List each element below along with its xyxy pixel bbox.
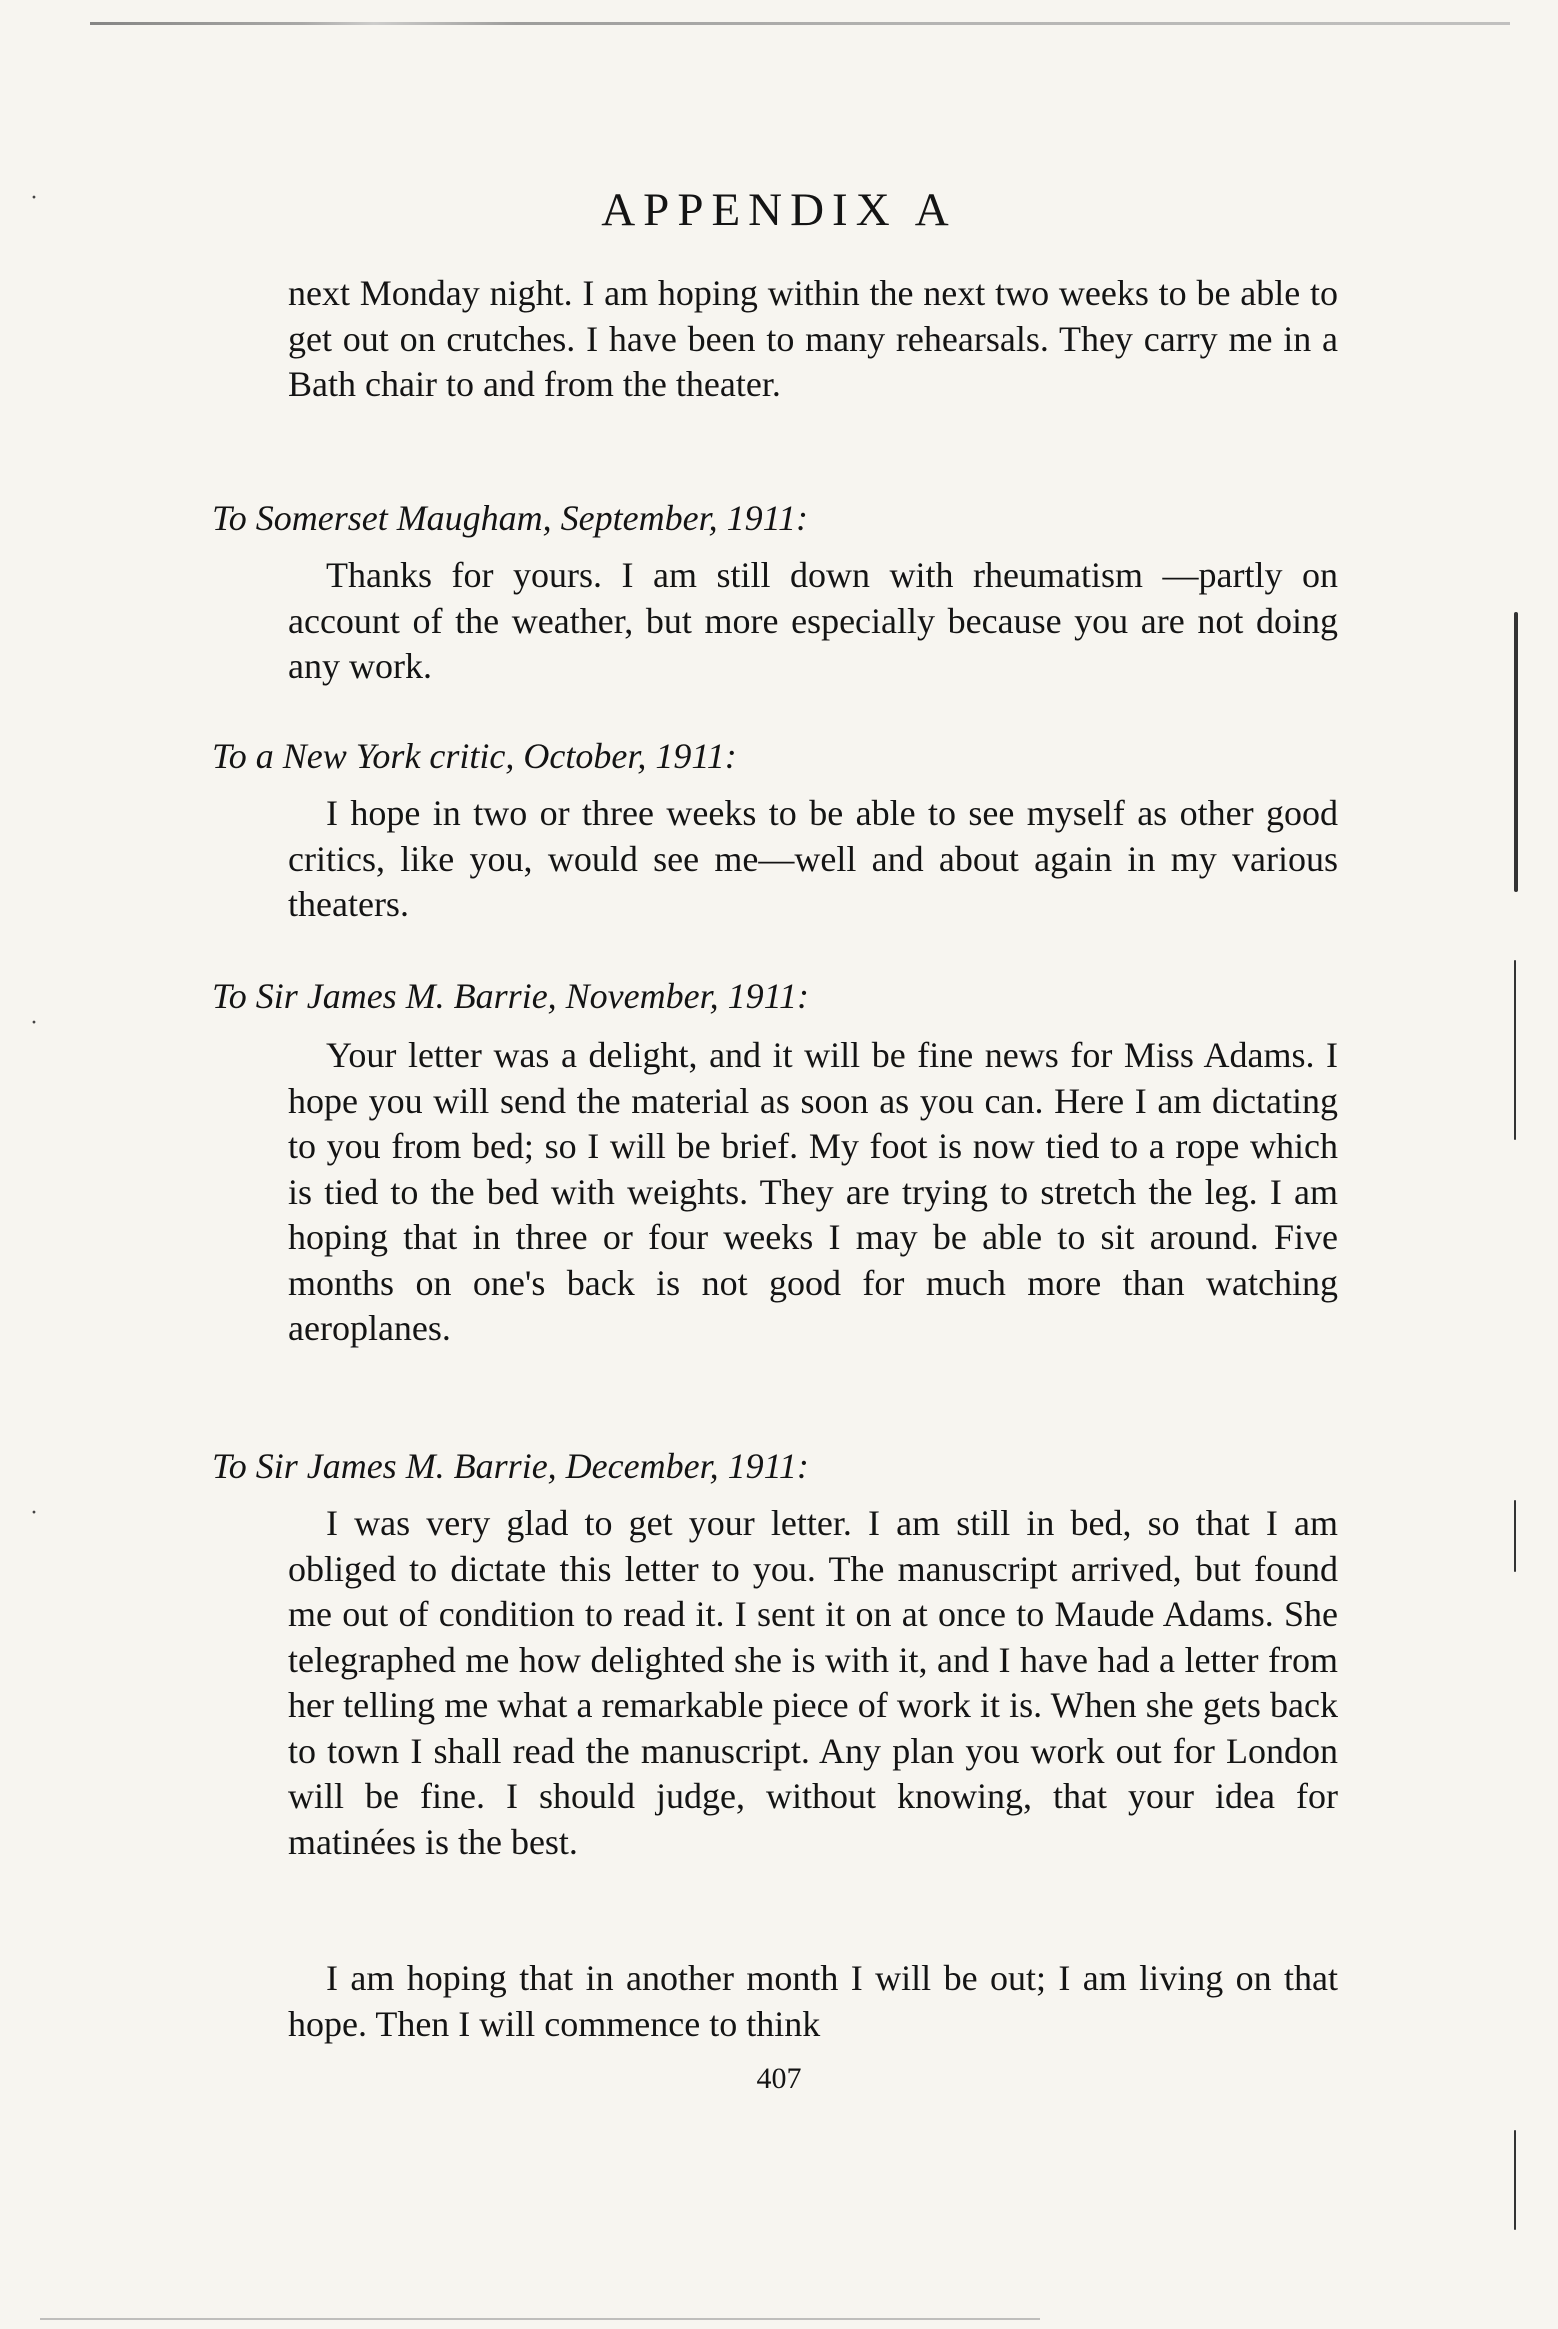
scan-artifact-right-edge [1514,960,1516,1140]
letter-paragraph: Your letter was a delight, and it will be fine news for Miss Adams. I hope you will send the material as soon as you can. Here I am dictating to you from bed; so I will be brief. My foot is now tied to a rope which is tied to the bed with weights. They are trying to stretch the leg. I am hoping that in three or four weeks I may be able to sit around. Five months on one's back is not good for much more than watching aeroplanes. [288,1035,1338,1348]
opening-paragraph: next Monday night. I am hoping within the next two weeks to be able to get out on crutches. I have been to many rehearsals. They carry me in a Bath chair to and from the theater. [288,273,1338,404]
scan-artifact-right-edge [1514,612,1518,892]
page-heading: APPENDIX A [601,184,957,236]
letter-paragraph: I was very glad to get your letter. I am still in bed, so that I am obliged to dictate this letter to you. The manuscript arrived, but found me out of condition to read it. I sent it on at once to Maude Adams. She telegraphed me how delighted she is with it, and I have had a letter from her telling me what a remarkable piece of work it is. When she gets back to town I shall read the manuscript. Any plan you work out for London will be fine. I should judge, without knowing, that your idea for matinées is the best. [288,1503,1338,1862]
scan-artifact-right-edge [1514,2130,1516,2230]
scan-artifact-left-mark: · [30,1010,38,1036]
letter-paragraph: I am hoping that in another month I will be out; I am living on that hope. Then I will commence to think [288,1958,1338,2044]
letter-paragraph: I hope in two or three weeks to be able to see myself as other good critics, like you, would see me—well and about again in my various theaters. [288,793,1338,924]
scan-artifact-top [90,22,1510,25]
scan-artifact-bottom [40,2318,1040,2320]
letter-heading: To a New York critic, October, 1911: [212,736,737,776]
letter-heading: To Sir James M. Barrie, November, 1911: [212,976,809,1016]
scan-artifact-left-mark: · [30,185,38,211]
letter-heading: To Somerset Maugham, September, 1911: [212,498,808,538]
page-number: 407 [756,2062,802,2095]
scan-artifact-left-mark: · [30,1500,38,1526]
scan-artifact-right-edge [1514,1500,1516,1572]
letter-heading: To Sir James M. Barrie, December, 1911: [212,1446,809,1486]
letter-paragraph: Thanks for yours. I am still down with rheumatism —partly on account of the weather, but more especially because you are not doing any work. [288,555,1338,686]
